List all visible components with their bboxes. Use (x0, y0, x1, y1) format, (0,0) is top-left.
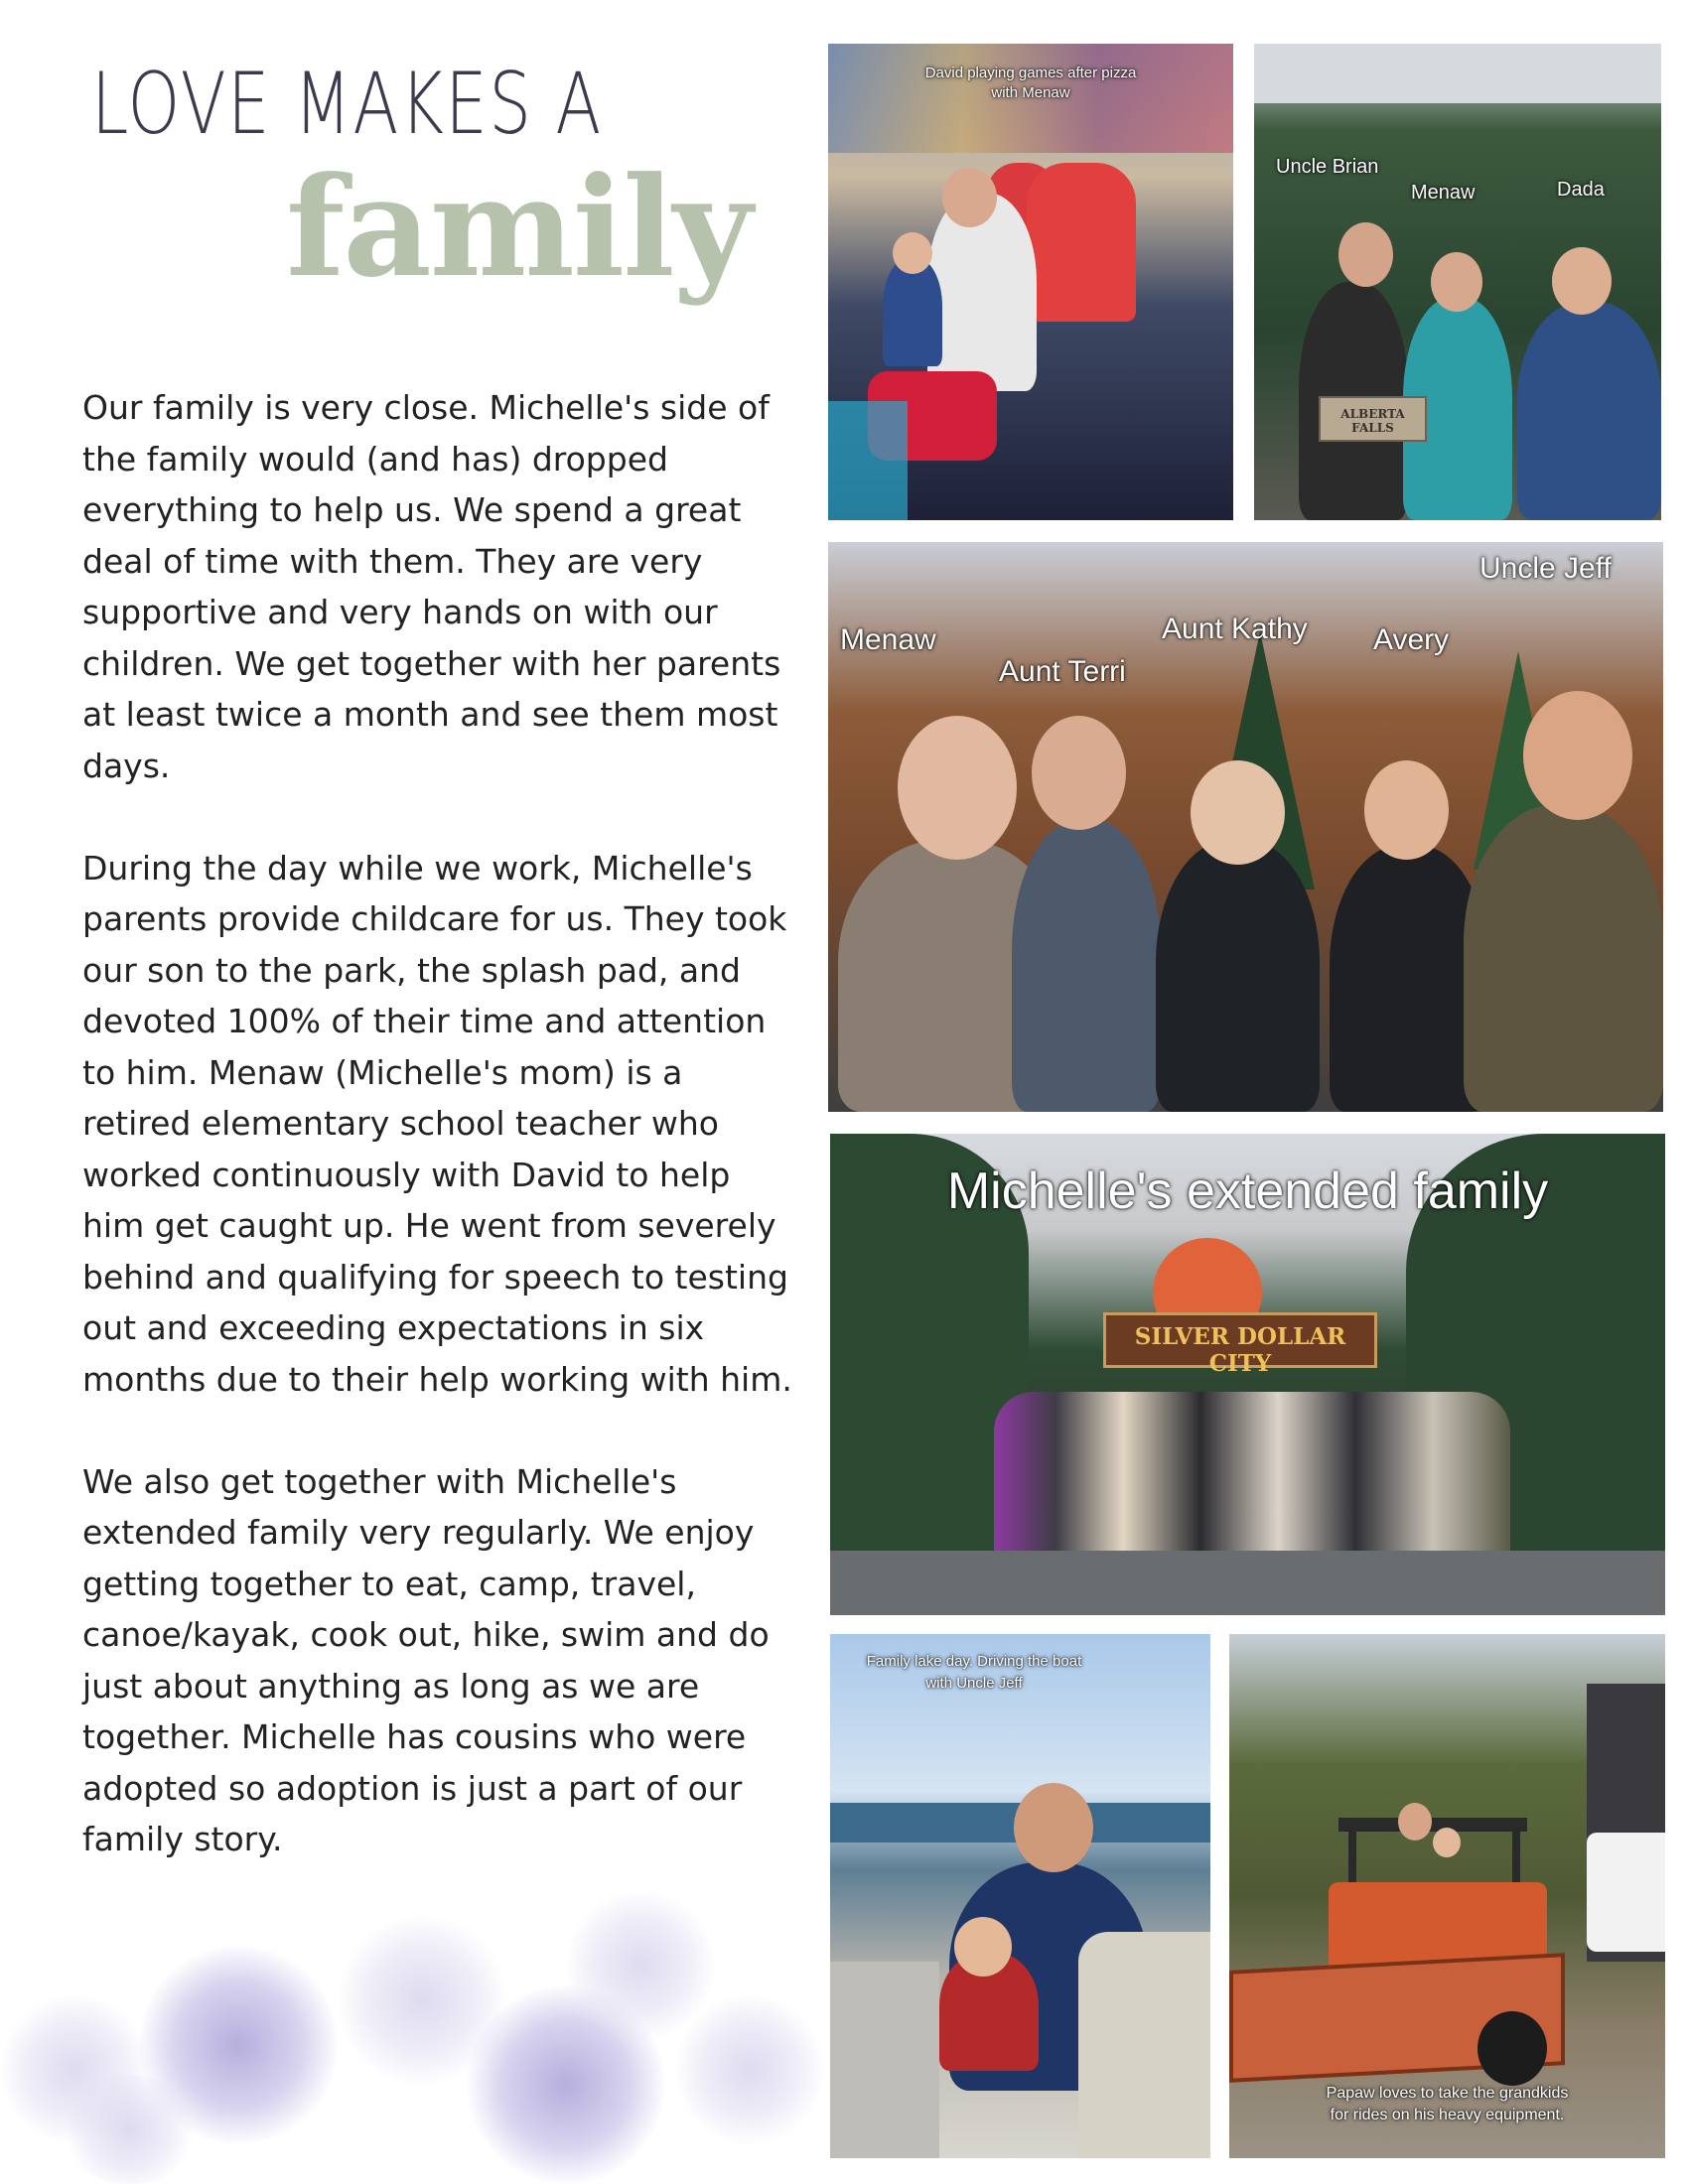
flower-icon (675, 1995, 824, 2144)
flower-icon (566, 1891, 715, 2040)
sign-alberta-falls: ALBERTA FALLS (1340, 407, 1405, 435)
photo-arcade-caption-line-1: David playing games after pizza (924, 65, 1137, 81)
sign-silver-dollar-city: SILVER DOLLAR CITY (1134, 1323, 1346, 1377)
title-line-2: family (286, 146, 751, 308)
photo-lake-caption-line-2: with Uncle Jeff (925, 1675, 1023, 1692)
title-line-1: LOVE MAKES A (91, 55, 603, 154)
paragraph-1: Our family is very close. Michelle's side of the family would (and has) dropped everything to help us. We spend a great deal of time with them. They are very supportive and very hands on with our children. We get together with her parents at least twice a month and see them most days. (82, 388, 781, 785)
photo-arcade-caption-line-2: with Menaw (991, 84, 1070, 101)
label-uncle-brian: Uncle Brian (1276, 156, 1379, 178)
paragraph-2: During the day while we work, Michelle's parents provide childcare for us. They took our son to the park, the splash pad, and devoted 100% of their time and attention to him. Menaw (Michelle's mom) is a retired elementary school teacher who worked continuously with David to help him get caught up. He went from severely behind and qualifying for speech to testing out and exceeding expectations in six months due to their help working with him. (82, 848, 792, 1399)
label-aunt-terri: Aunt Terri (999, 655, 1126, 688)
body-text (82, 382, 797, 1916)
label-dada: Dada (1557, 179, 1605, 201)
label-menaw: Menaw (1411, 182, 1476, 204)
photo-tractor (1229, 1634, 1665, 2158)
label-aunt-kathy: Aunt Kathy (1162, 613, 1308, 645)
label-avery: Avery (1373, 623, 1450, 656)
photo-extended-caption: Michelle's extended family (946, 1162, 1549, 1220)
photo-tractor-caption-line-2: for rides on his heavy equipment. (1330, 2107, 1565, 2123)
photo-hike (1254, 44, 1661, 520)
photo-extended-family (830, 1134, 1665, 1615)
photo-lake (830, 1634, 1210, 2158)
photo-lake-caption-line-1: Family lake day. Driving the boat (866, 1653, 1082, 1670)
flower-icon (60, 2075, 199, 2184)
label-menaw: Menaw (840, 623, 936, 656)
photo-arcade (828, 44, 1233, 520)
label-uncle-jeff: Uncle Jeff (1479, 552, 1612, 585)
photo-tractor-caption-line-1: Papaw loves to take the grandkids (1326, 2085, 1569, 2102)
photo-group (828, 542, 1663, 1112)
paragraph-3: We also get together with Michelle's extended family very regularly. We enjoy getting together to eat, camp, travel, canoe/kayak, cook out, hike, swim and do just about anything as long as we are together. Michelle has cousins who were adopted so adoption is just a part of our family story. (82, 1461, 770, 1858)
